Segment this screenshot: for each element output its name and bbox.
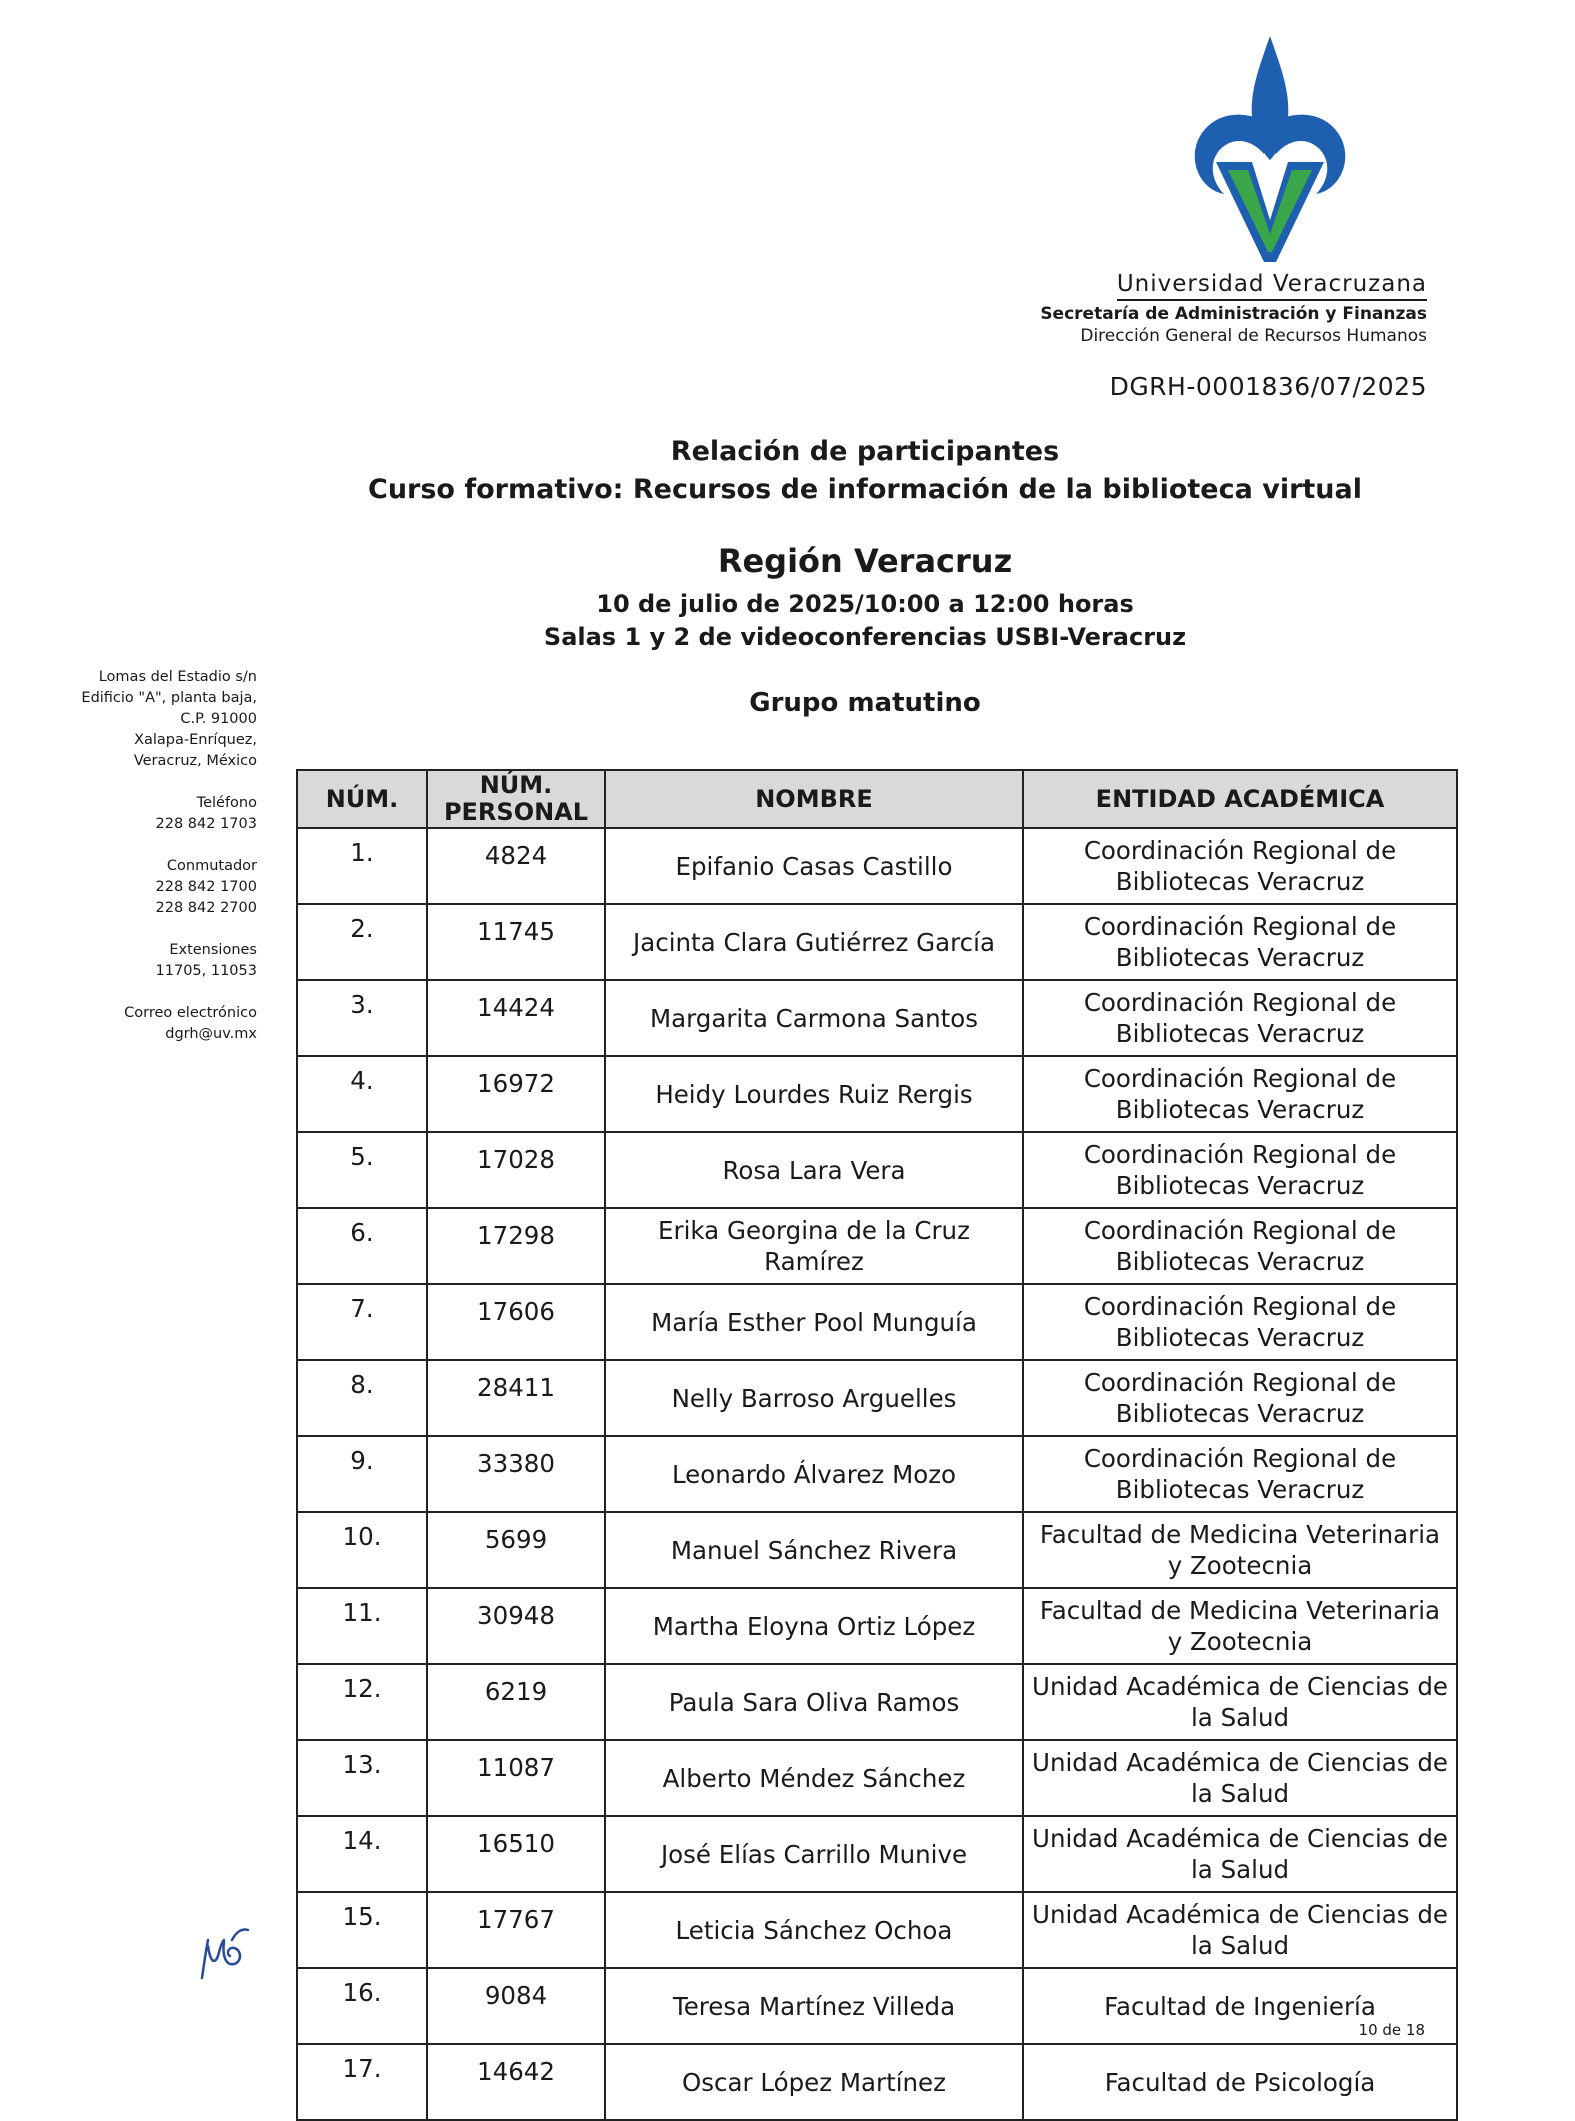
cell-num-personal: 33380 (427, 1436, 605, 1512)
cell-entidad: Coordinación Regional de Bibliotecas Veracruz (1023, 904, 1457, 980)
cell-entidad: Coordinación Regional de Bibliotecas Veracruz (1023, 1284, 1457, 1360)
table-row (297, 1816, 1457, 1892)
table-row (297, 1284, 1457, 1360)
cell-nombre: Leonardo Álvarez Mozo (605, 1436, 1023, 1512)
cell-num: 11. (297, 1588, 427, 1664)
title-line-2: Curso formativo: Recursos de información de la biblioteca virtual (368, 474, 1362, 505)
cell-nombre: Martha Eloyna Ortiz López (605, 1588, 1023, 1664)
cell-num: 10. (297, 1512, 427, 1588)
institution-name: Universidad Veracruzana (1117, 270, 1427, 301)
cell-nombre: Manuel Sánchez Rivera (605, 1512, 1023, 1588)
extensiones-label: Extensiones (169, 942, 257, 958)
cell-num: 13. (297, 1740, 427, 1816)
address-line: Veracruz, México (133, 753, 257, 769)
cell-num-personal: 28411 (427, 1360, 605, 1436)
cell-num: 3. (297, 980, 427, 1056)
cell-num-personal: 11745 (427, 904, 605, 980)
table-row (297, 1360, 1457, 1436)
cell-entidad: Unidad Académica de Ciencias de la Salud (1023, 1740, 1457, 1816)
cell-num: 1. (297, 828, 427, 904)
group-title: Grupo matutino (749, 688, 981, 718)
table-row (297, 1740, 1457, 1816)
cell-entidad: Coordinación Regional de Bibliotecas Veracruz (1023, 1056, 1457, 1132)
cell-nombre: José Elías Carrillo Munive (605, 1816, 1023, 1892)
table-row (297, 1436, 1457, 1512)
cell-num: 8. (297, 1360, 427, 1436)
cell-nombre: Margarita Carmona Santos (605, 980, 1023, 1056)
cell-num-personal: 9084 (427, 1968, 605, 2044)
extensiones-value: 11705, 11053 (155, 963, 257, 979)
cell-num-personal: 17606 (427, 1284, 605, 1360)
table-row (297, 1056, 1457, 1132)
table-row (297, 1208, 1457, 1284)
institution-header (1040, 270, 1427, 347)
telefono-label: Teléfono (196, 795, 257, 811)
header-nombre: NOMBRE (605, 770, 1023, 828)
cell-entidad: Unidad Académica de Ciencias de la Salud (1023, 1892, 1457, 1968)
handwritten-initials (196, 1920, 256, 1980)
cell-num: 7. (297, 1284, 427, 1360)
cell-entidad: Coordinación Regional de Bibliotecas Veracruz (1023, 1436, 1457, 1512)
address-line: Lomas del Estadio s/n (98, 669, 257, 685)
cell-num-personal: 6219 (427, 1664, 605, 1740)
cell-entidad: Facultad de Medicina Veterinaria y Zootecnia (1023, 1588, 1457, 1664)
correo-value: dgrh@uv.mx (165, 1026, 257, 1042)
cell-num: 4. (297, 1056, 427, 1132)
cell-num-personal: 17028 (427, 1132, 605, 1208)
document-title (300, 433, 1430, 509)
telefono-block (37, 793, 257, 835)
table-row (297, 904, 1457, 980)
conmutador-value: 228 842 1700 (155, 879, 257, 895)
cell-num-personal: 4824 (427, 828, 605, 904)
conmutador-label: Conmutador (166, 858, 257, 874)
cell-nombre: Jacinta Clara Gutiérrez García (605, 904, 1023, 980)
cell-num: 6. (297, 1208, 427, 1284)
participants-table (296, 769, 1458, 2121)
table-row (297, 2044, 1457, 2120)
cell-entidad: Coordinación Regional de Bibliotecas Veracruz (1023, 828, 1457, 904)
cell-nombre: Alberto Méndez Sánchez (605, 1740, 1023, 1816)
table-row (297, 1664, 1457, 1740)
cell-num-personal: 14642 (427, 2044, 605, 2120)
table-header-row (297, 770, 1457, 828)
address-line: C.P. 91000 (180, 711, 257, 727)
table-row (297, 1512, 1457, 1588)
cell-nombre: Oscar López Martínez (605, 2044, 1023, 2120)
cell-num: 17. (297, 2044, 427, 2120)
cell-num: 9. (297, 1436, 427, 1512)
correo-label: Correo electrónico (124, 1005, 257, 1021)
cell-nombre: Erika Georgina de la Cruz Ramírez (605, 1208, 1023, 1284)
cell-num-personal: 16972 (427, 1056, 605, 1132)
cell-num-personal: 11087 (427, 1740, 605, 1816)
cell-nombre: Teresa Martínez Villeda (605, 1968, 1023, 2044)
cell-num-personal: 17298 (427, 1208, 605, 1284)
institution-secretaria: Secretaría de Administración y Finanzas (1040, 304, 1427, 324)
cell-num-personal: 30948 (427, 1588, 605, 1664)
cell-nombre: Heidy Lourdes Ruiz Rergis (605, 1056, 1023, 1132)
cell-num: 15. (297, 1892, 427, 1968)
cell-nombre: María Esther Pool Munguía (605, 1284, 1023, 1360)
extensiones-block (37, 940, 257, 982)
cell-entidad: Coordinación Regional de Bibliotecas Veracruz (1023, 1360, 1457, 1436)
table-row (297, 1892, 1457, 1968)
cell-num: 5. (297, 1132, 427, 1208)
header-num: NÚM. (297, 770, 427, 828)
title-line-1: Relación de participantes (670, 436, 1060, 467)
event-venue: Salas 1 y 2 de videoconferencias USBI-Veracruz (543, 623, 1187, 651)
cell-nombre: Epifanio Casas Castillo (605, 828, 1023, 904)
cell-num: 12. (297, 1664, 427, 1740)
conmutador-block (37, 856, 257, 919)
institution-direccion: Dirección General de Recursos Humanos (1080, 326, 1427, 346)
header-entidad: ENTIDAD ACADÉMICA (1023, 770, 1457, 828)
cell-nombre: Leticia Sánchez Ochoa (605, 1892, 1023, 1968)
telefono-value: 228 842 1703 (155, 816, 257, 832)
contact-sidebar (37, 667, 257, 1066)
cell-entidad: Coordinación Regional de Bibliotecas Veracruz (1023, 980, 1457, 1056)
region-title: Región Veracruz (717, 542, 1013, 580)
cell-entidad: Facultad de Ingeniería (1023, 1968, 1457, 2044)
cell-num-personal: 14424 (427, 980, 605, 1056)
cell-num-personal: 17767 (427, 1892, 605, 1968)
cell-entidad: Facultad de Psicología (1023, 2044, 1457, 2120)
cell-entidad: Coordinación Regional de Bibliotecas Veracruz (1023, 1132, 1457, 1208)
cell-nombre: Paula Sara Oliva Ramos (605, 1664, 1023, 1740)
correo-block (37, 1003, 257, 1045)
cell-entidad: Facultad de Medicina Veterinaria y Zootecnia (1023, 1512, 1457, 1588)
conmutador-value: 228 842 2700 (155, 900, 257, 916)
cell-num-personal: 16510 (427, 1816, 605, 1892)
cell-num: 16. (297, 1968, 427, 2044)
cell-num: 14. (297, 1816, 427, 1892)
cell-nombre: Rosa Lara Vera (605, 1132, 1023, 1208)
university-logo (1180, 30, 1360, 270)
cell-entidad: Coordinación Regional de Bibliotecas Veracruz (1023, 1208, 1457, 1284)
table-row (297, 1968, 1457, 2044)
address-line: Edificio "A", planta baja, (81, 690, 257, 706)
address-block (37, 667, 257, 772)
table-row (297, 1588, 1457, 1664)
cell-nombre: Nelly Barroso Arguelles (605, 1360, 1023, 1436)
cell-num-personal: 5699 (427, 1512, 605, 1588)
table-row (297, 1132, 1457, 1208)
cell-entidad: Unidad Académica de Ciencias de la Salud (1023, 1816, 1457, 1892)
header-num-personal: NÚM. PERSONAL (427, 770, 605, 828)
table-row (297, 828, 1457, 904)
cell-entidad: Unidad Académica de Ciencias de la Salud (1023, 1664, 1457, 1740)
table-row (297, 980, 1457, 1056)
event-date: 10 de julio de 2025/10:00 a 12:00 horas (596, 590, 1134, 618)
reference-number: DGRH-0001836/07/2025 (1109, 372, 1427, 401)
page-number: 10 de 18 (1358, 2021, 1425, 2039)
address-line: Xalapa-Enríquez, (134, 732, 257, 748)
cell-num: 2. (297, 904, 427, 980)
event-details (300, 588, 1430, 654)
